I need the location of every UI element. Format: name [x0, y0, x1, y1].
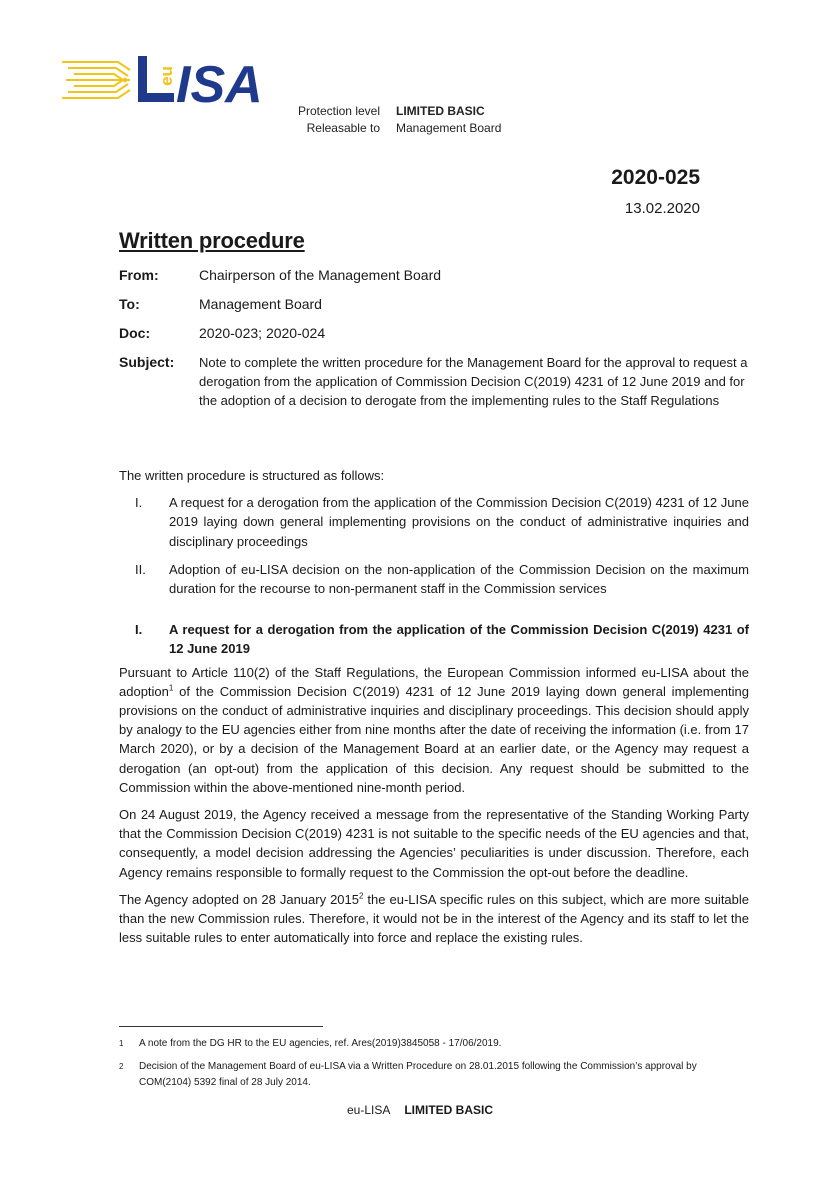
paragraph-1-start: Pursuant to Article 110(2) of the Staff Regulations, the European Commission informed eu-LISA about the adoption	[119, 664, 749, 699]
protection-level-label: Protection level	[297, 104, 380, 118]
section-number: I.	[135, 622, 143, 638]
section-title: A request for a derogation from the application of the Commission Decision C(2019) 4231 of 12 June 2019	[169, 622, 749, 657]
footnote-ref-2: 2	[359, 891, 364, 901]
page-footer	[0, 1103, 840, 1117]
list-item-number: I.	[135, 495, 143, 511]
footnote-ref-1: 1	[168, 683, 174, 693]
subject-label: Subject:	[119, 354, 175, 370]
paragraph-3	[119, 890, 749, 948]
to-value: Management Board	[199, 296, 322, 312]
list-item	[119, 493, 749, 551]
list-item	[119, 560, 749, 598]
eu-lisa-logo	[60, 50, 285, 110]
releasable-label: Releasable to	[306, 121, 380, 135]
document-body	[119, 466, 749, 955]
footnote-text: Decision of the Management Board of eu-LISA via a Written Procedure on 28.01.2015 following the Commission’s approval by COM(2104) 5392 final of 28 July 2014.	[139, 1061, 697, 1088]
footnote-text: A note from the DG HR to the EU agencies, ref. Ares(2019)3845058 - 17/06/2019.	[139, 1038, 502, 1049]
section-heading	[119, 620, 749, 658]
releasable-value: Management Board	[396, 121, 502, 135]
subject-row	[119, 353, 749, 410]
footnote	[119, 1059, 749, 1091]
svg-text:ISA: ISA	[176, 56, 263, 110]
protection-level-value: LIMITED BASIC	[396, 104, 485, 118]
paragraph-3-rest: the eu-LISA specific rules on this subject, which are more suitable than the new Commission rules. Therefore, it would not be in the interest of the Agency and its staff to let the less suitable rules to enter automatically into force and replace the existing rules.	[119, 891, 750, 946]
list-item-text: Adoption of eu-LISA decision on the non-application of the Commission Decision on the maximum duration for the recourse to non-permanent staff in the Commission services	[169, 561, 749, 597]
structure-list	[119, 493, 749, 598]
footnote-number: 1	[119, 1039, 124, 1048]
paragraph-3-start: The Agency adopted on 28 January 2015	[119, 891, 359, 907]
footnote-number: 2	[119, 1062, 124, 1071]
paragraph-1	[119, 663, 749, 797]
list-item-text: A request for a derogation from the application of the Commission Decision C(2019) 4231 of 12 June 2019 laying down general implementing provisions on the conduct of administrative inquiries and disciplinary proceedings	[169, 495, 749, 549]
footer-protection-level: LIMITED BASIC	[404, 1103, 494, 1117]
document-date: 13.02.2020	[624, 200, 700, 217]
svg-text:eu: eu	[157, 66, 176, 86]
footer-org: eu-LISA	[346, 1103, 391, 1117]
subject-value: Note to complete the written procedure for the Management Board for the approval to request a derogation from the application of Commission Decision C(2019) 4231 of 12 June 2019 and for the adoption of a decision to derogate from the implementing rules to the Staff Regulations	[199, 355, 748, 408]
footnote	[119, 1036, 749, 1052]
paragraph-1-rest: of the Commission Decision C(2019) 4231 of 12 June 2019 laying down general implementing provisions on the conduct of administrative inquiries and disciplinary proceedings. This decision should apply by analogy to the EU agencies either from nine months after the date of receiving the information (i.e. from 17 March 2020), or by a decision of the Management Board at an earlier date, or the Agency may request a derogation (an opt-out) from the application of this decision. Any request should be submitted to the Commission within the above-mentioned nine-month period.	[119, 683, 749, 795]
from-row	[119, 266, 749, 285]
protection-block	[290, 103, 501, 137]
to-label: To:	[119, 296, 140, 312]
from-label: From:	[119, 267, 159, 283]
doc-label: Doc:	[119, 325, 151, 341]
list-item-number: II.	[135, 561, 146, 577]
intro-text: The written procedure is structured as follows:	[119, 468, 385, 483]
to-row	[119, 295, 749, 314]
footnotes	[119, 1036, 749, 1098]
from-value: Chairperson of the Management Board	[199, 267, 442, 283]
doc-value: 2020-023; 2020-024	[199, 325, 326, 341]
paragraph-2: On 24 August 2019, the Agency received a message from the representative of the Standing Working Party that the Commission Decision C(2019) 4231 is not suitable to the specific needs of the EU agencies and that, consequently, a model decision addressing the Agencies’ peculiarities is under discussion. Therefore, each Agency remains responsible to formally request to the Commission the opt-out before the deadline.	[119, 807, 749, 880]
header-fields	[119, 266, 749, 420]
footnote-separator	[119, 1026, 323, 1027]
document-number: 2020-025	[611, 166, 700, 189]
document-title: Written procedure	[119, 228, 305, 253]
doc-row	[119, 324, 749, 343]
